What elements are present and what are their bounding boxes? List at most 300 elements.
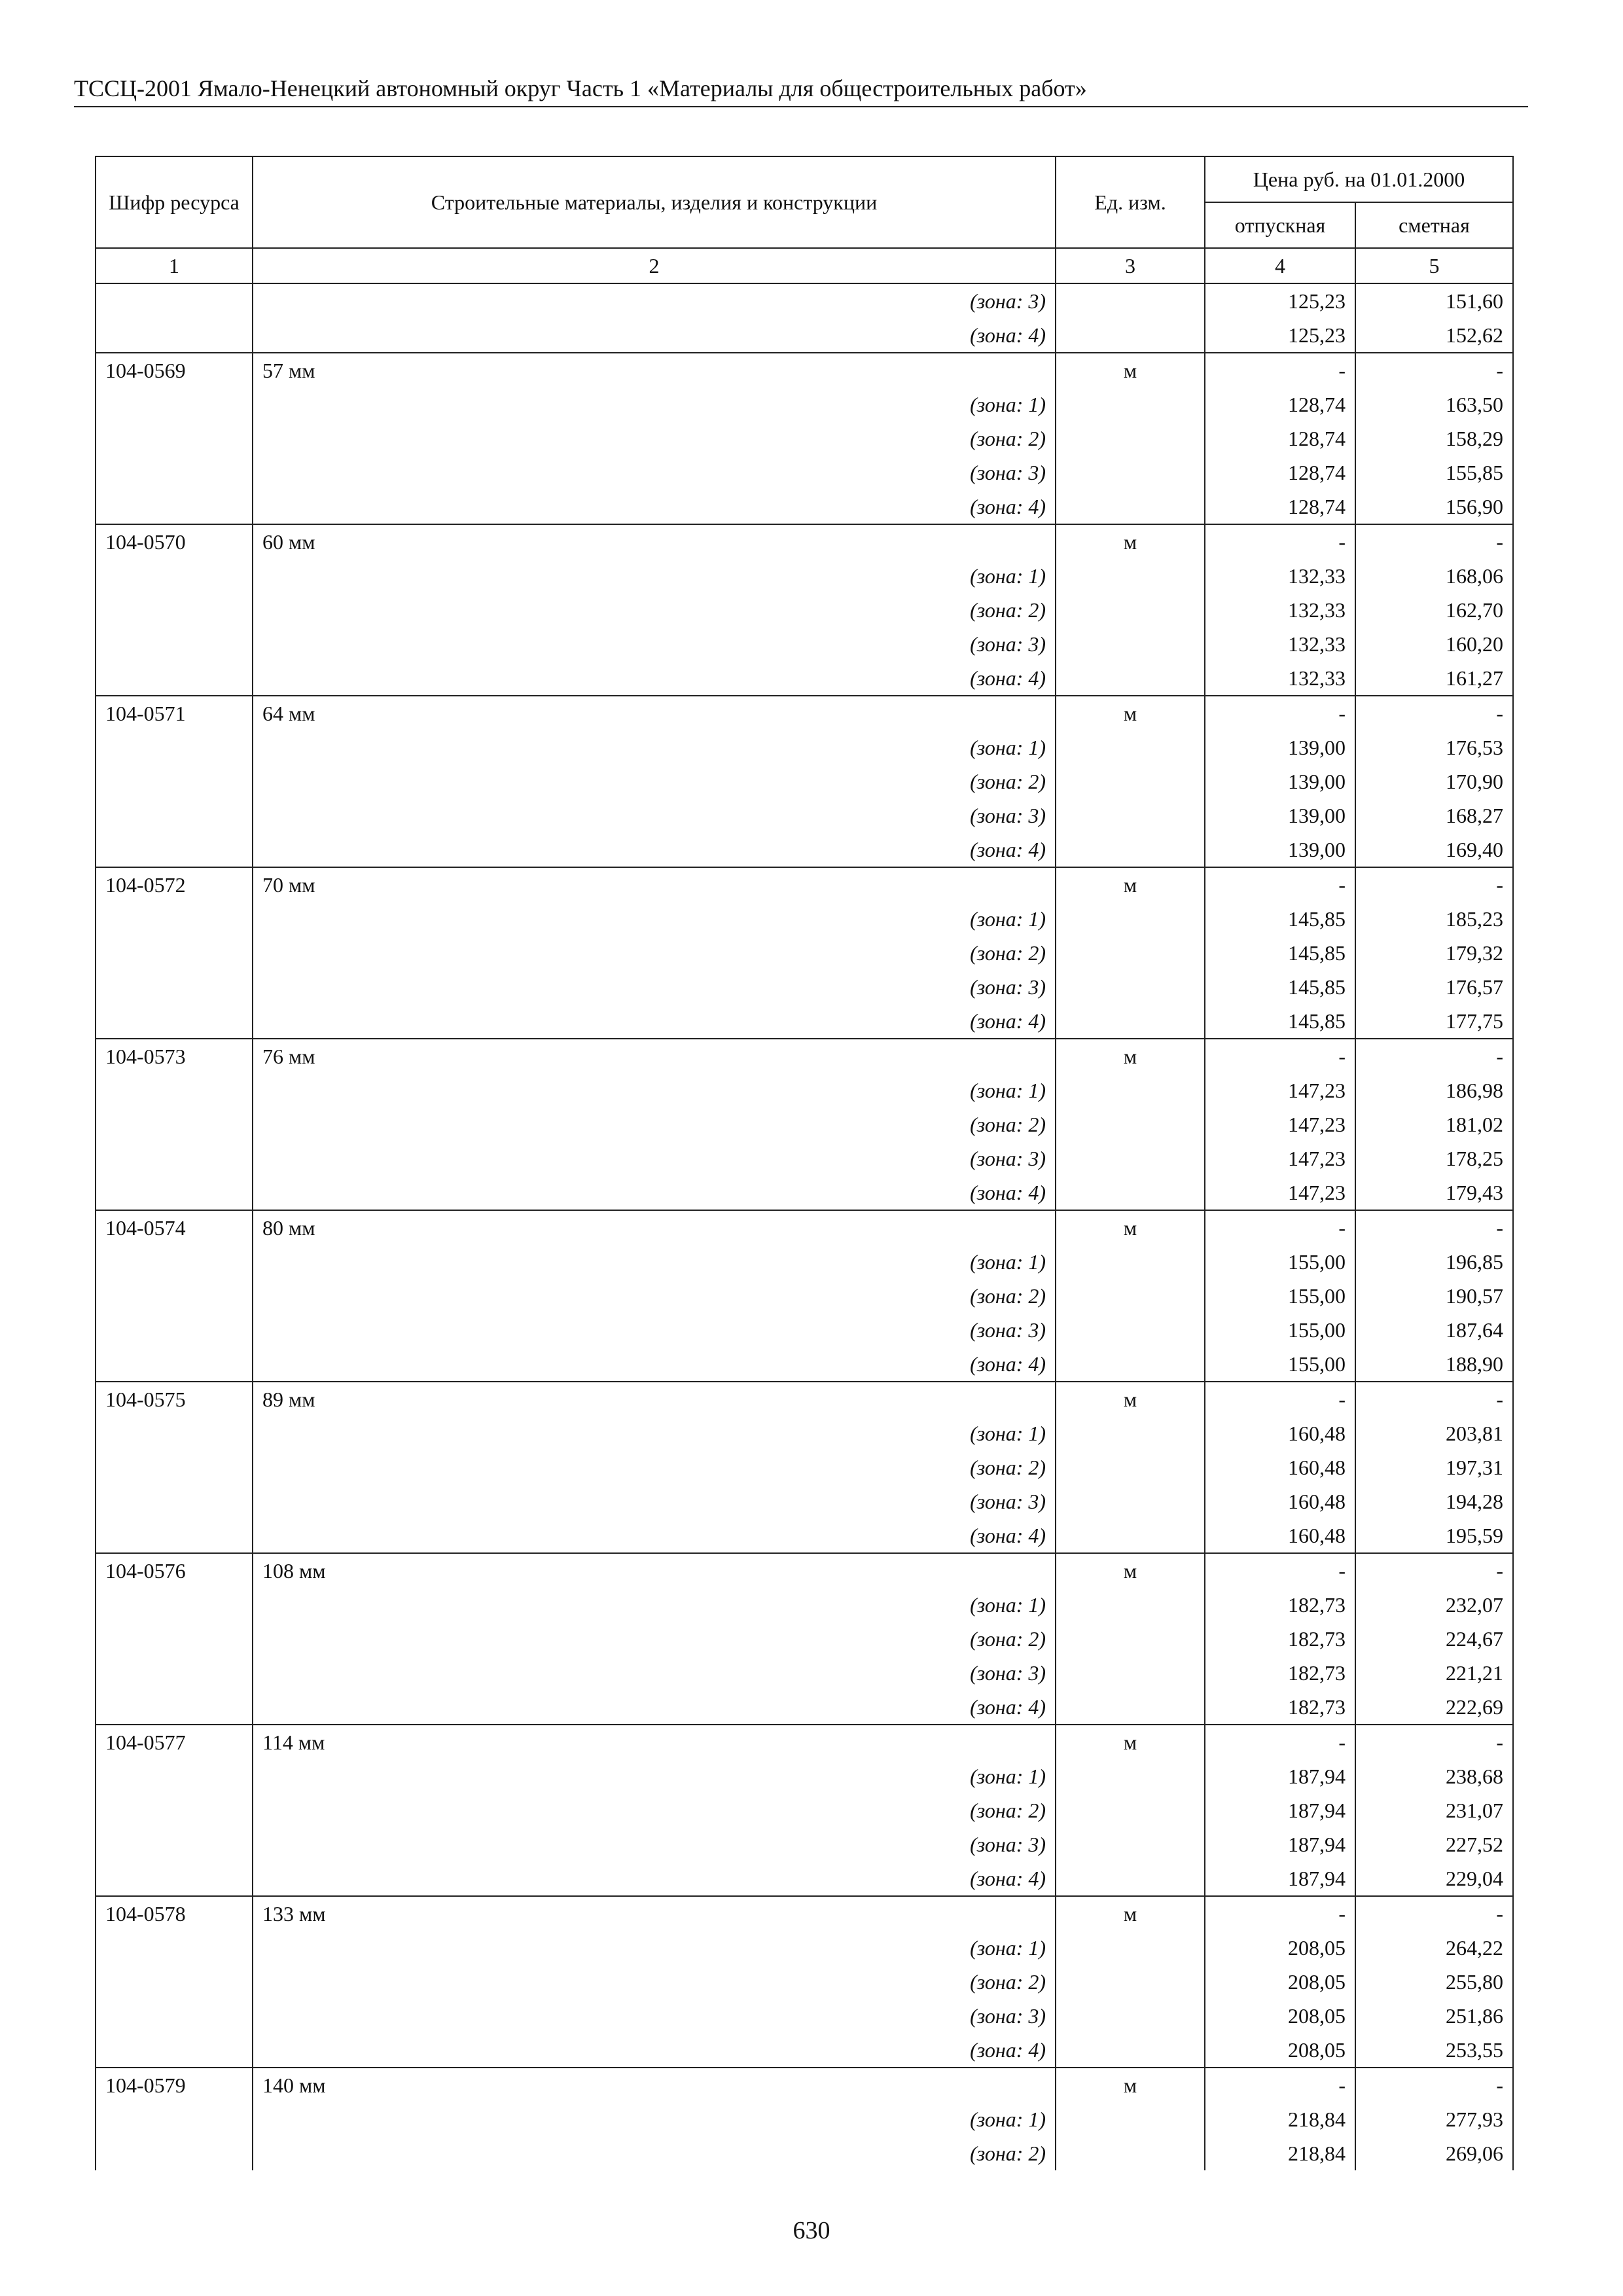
cell-unit [1056, 1931, 1205, 1965]
cell-estimate-price: 197,31 [1355, 1450, 1513, 1484]
zone-row [96, 559, 1513, 593]
zone-row [96, 1313, 1513, 1347]
cell-code [96, 422, 253, 456]
zone-row [96, 1004, 1513, 1039]
zone-row [96, 1793, 1513, 1827]
cell-zone: (зона: 4) [253, 1861, 1056, 1896]
zone-row [96, 1827, 1513, 1861]
cell-unit: м [1056, 2068, 1205, 2102]
column-header-release-price: отпускная [1205, 202, 1355, 248]
cell-name: 57 мм [253, 353, 1056, 387]
column-number: 3 [1056, 248, 1205, 283]
resource-row [96, 2068, 1513, 2102]
zone-row [96, 422, 1513, 456]
cell-name: 108 мм [253, 1553, 1056, 1588]
cell-estimate-price: 194,28 [1355, 1484, 1513, 1518]
cell-release-price: - [1205, 1039, 1355, 1073]
cell-unit [1056, 1347, 1205, 1382]
cell-release-price: 218,84 [1205, 2136, 1355, 2170]
cell-release-price: 145,85 [1205, 902, 1355, 936]
cell-zone: (зона: 2) [253, 936, 1056, 970]
cell-release-price: 132,33 [1205, 661, 1355, 696]
cell-code [96, 1793, 253, 1827]
resource-row [96, 524, 1513, 559]
page-number: 630 [793, 2217, 830, 2244]
cell-unit [1056, 1313, 1205, 1347]
cell-release-price: 187,94 [1205, 1793, 1355, 1827]
column-header-estimate-price: сметная [1355, 202, 1513, 248]
cell-estimate-price: 188,90 [1355, 1347, 1513, 1382]
cell-estimate-price: - [1355, 353, 1513, 387]
cell-release-price: 147,23 [1205, 1073, 1355, 1107]
cell-unit [1056, 902, 1205, 936]
document-header: ТССЦ-2001 Ямало-Ненецкий автономный округ Часть 1 «Материалы для общестроительных работ» [74, 75, 1087, 101]
cell-estimate-price: 269,06 [1355, 2136, 1513, 2170]
cell-estimate-price: 253,55 [1355, 2033, 1513, 2068]
cell-release-price: - [1205, 353, 1355, 387]
cell-estimate-price: 251,86 [1355, 1999, 1513, 2033]
cell-zone: (зона: 4) [253, 1347, 1056, 1382]
cell-code: 104-0572 [96, 867, 253, 902]
cell-release-price: 128,74 [1205, 422, 1355, 456]
zone-row [96, 1759, 1513, 1793]
cell-unit [1056, 1690, 1205, 1725]
cell-estimate-price: 221,21 [1355, 1656, 1513, 1690]
cell-code [96, 559, 253, 593]
cell-zone: (зона: 3) [253, 798, 1056, 833]
cell-code [96, 1588, 253, 1622]
zone-row [96, 970, 1513, 1004]
cell-unit [1056, 1141, 1205, 1175]
cell-unit: м [1056, 1553, 1205, 1588]
cell-unit [1056, 1279, 1205, 1313]
cell-release-price: 147,23 [1205, 1107, 1355, 1141]
cell-code [96, 2102, 253, 2136]
cell-unit [1056, 764, 1205, 798]
cell-name: 70 мм [253, 867, 1056, 902]
column-header-unit: Ед. изм. [1056, 156, 1205, 248]
zone-row [96, 456, 1513, 490]
cell-code [96, 764, 253, 798]
cell-release-price: 132,33 [1205, 627, 1355, 661]
cell-release-price: 145,85 [1205, 936, 1355, 970]
resource-row [96, 353, 1513, 387]
cell-code [96, 490, 253, 524]
cell-estimate-price: - [1355, 1382, 1513, 1416]
cell-estimate-price: 156,90 [1355, 490, 1513, 524]
zone-row [96, 798, 1513, 833]
column-header-code: Шифр ресурса [96, 156, 253, 248]
cell-unit [1056, 2033, 1205, 2068]
cell-code [96, 1107, 253, 1141]
cell-code [96, 1347, 253, 1382]
price-table [95, 156, 1514, 2170]
zone-row [96, 1931, 1513, 1965]
resource-row [96, 1725, 1513, 1759]
cell-zone: (зона: 4) [253, 833, 1056, 867]
cell-estimate-price: 195,59 [1355, 1518, 1513, 1553]
cell-estimate-price: 163,50 [1355, 387, 1513, 422]
cell-estimate-price: 187,64 [1355, 1313, 1513, 1347]
zone-row [96, 730, 1513, 764]
cell-code [96, 1622, 253, 1656]
cell-estimate-price: 222,69 [1355, 1690, 1513, 1725]
cell-name: 133 мм [253, 1896, 1056, 1931]
cell-code: 104-0569 [96, 353, 253, 387]
cell-zone: (зона: 4) [253, 1004, 1056, 1039]
cell-release-price: 160,48 [1205, 1450, 1355, 1484]
cell-unit [1056, 318, 1205, 353]
cell-estimate-price: 232,07 [1355, 1588, 1513, 1622]
cell-zone: (зона: 1) [253, 1416, 1056, 1450]
cell-zone: (зона: 3) [253, 970, 1056, 1004]
cell-code [96, 1073, 253, 1107]
cell-release-price: 208,05 [1205, 1965, 1355, 1999]
cell-code [96, 1279, 253, 1313]
zone-row [96, 627, 1513, 661]
cell-unit [1056, 1588, 1205, 1622]
cell-release-price: 155,00 [1205, 1313, 1355, 1347]
cell-zone: (зона: 4) [253, 2033, 1056, 2068]
cell-estimate-price: 177,75 [1355, 1004, 1513, 1039]
cell-zone: (зона: 3) [253, 456, 1056, 490]
cell-estimate-price: - [1355, 696, 1513, 730]
cell-zone: (зона: 1) [253, 1588, 1056, 1622]
cell-estimate-price: 178,25 [1355, 1141, 1513, 1175]
cell-estimate-price: 168,06 [1355, 559, 1513, 593]
cell-zone: (зона: 2) [253, 1793, 1056, 1827]
cell-zone: (зона: 4) [253, 490, 1056, 524]
cell-zone: (зона: 4) [253, 318, 1056, 353]
cell-zone: (зона: 2) [253, 593, 1056, 627]
cell-release-price: - [1205, 1210, 1355, 1245]
cell-unit: м [1056, 1039, 1205, 1073]
column-header-name: Строительные материалы, изделия и конструкции [253, 156, 1056, 248]
cell-estimate-price: 158,29 [1355, 422, 1513, 456]
cell-estimate-price: - [1355, 1725, 1513, 1759]
cell-unit [1056, 2136, 1205, 2170]
cell-estimate-price: 155,85 [1355, 456, 1513, 490]
cell-code: 104-0571 [96, 696, 253, 730]
cell-release-price: - [1205, 1896, 1355, 1931]
cell-code [96, 970, 253, 1004]
cell-code [96, 387, 253, 422]
cell-code [96, 2136, 253, 2170]
cell-unit [1056, 1518, 1205, 1553]
cell-estimate-price: 179,32 [1355, 936, 1513, 970]
zone-row [96, 833, 1513, 867]
cell-code [96, 730, 253, 764]
zone-row [96, 1690, 1513, 1725]
cell-code [96, 1690, 253, 1725]
cell-code [96, 1450, 253, 1484]
cell-estimate-price: 151,60 [1355, 283, 1513, 318]
price-table-body [96, 283, 1513, 2170]
cell-release-price: 160,48 [1205, 1518, 1355, 1553]
cell-unit [1056, 970, 1205, 1004]
cell-zone: (зона: 3) [253, 1656, 1056, 1690]
zone-row [96, 1484, 1513, 1518]
cell-code: 104-0575 [96, 1382, 253, 1416]
cell-release-price: 145,85 [1205, 1004, 1355, 1039]
cell-unit [1056, 559, 1205, 593]
cell-release-price: 147,23 [1205, 1175, 1355, 1210]
resource-row [96, 1553, 1513, 1588]
zone-row [96, 1450, 1513, 1484]
cell-unit [1056, 1416, 1205, 1450]
cell-unit: м [1056, 524, 1205, 559]
cell-zone: (зона: 1) [253, 1073, 1056, 1107]
cell-release-price: 182,73 [1205, 1622, 1355, 1656]
zone-row [96, 661, 1513, 696]
cell-release-price: 160,48 [1205, 1416, 1355, 1450]
cell-estimate-price: - [1355, 867, 1513, 902]
cell-unit: м [1056, 1725, 1205, 1759]
cell-estimate-price: 227,52 [1355, 1827, 1513, 1861]
column-number: 1 [96, 248, 253, 283]
cell-code [96, 1965, 253, 1999]
cell-code [96, 627, 253, 661]
cell-unit [1056, 490, 1205, 524]
cell-release-price: - [1205, 867, 1355, 902]
cell-release-price: 139,00 [1205, 764, 1355, 798]
cell-code [96, 593, 253, 627]
zone-row [96, 318, 1513, 353]
cell-zone: (зона: 2) [253, 1965, 1056, 1999]
cell-estimate-price: - [1355, 1039, 1513, 1073]
cell-unit [1056, 456, 1205, 490]
cell-release-price: 139,00 [1205, 730, 1355, 764]
cell-estimate-price: 169,40 [1355, 833, 1513, 867]
cell-estimate-price: 162,70 [1355, 593, 1513, 627]
cell-release-price: 132,33 [1205, 559, 1355, 593]
zone-row [96, 283, 1513, 318]
cell-code [96, 1004, 253, 1039]
cell-release-price: - [1205, 696, 1355, 730]
cell-estimate-price: 152,62 [1355, 318, 1513, 353]
cell-unit [1056, 1073, 1205, 1107]
zone-row [96, 1175, 1513, 1210]
cell-unit [1056, 1999, 1205, 2033]
cell-code [96, 1931, 253, 1965]
cell-release-price: 139,00 [1205, 833, 1355, 867]
zone-row [96, 1073, 1513, 1107]
cell-release-price: 155,00 [1205, 1245, 1355, 1279]
cell-release-price: 128,74 [1205, 490, 1355, 524]
cell-zone: (зона: 3) [253, 1999, 1056, 2033]
cell-name: 114 мм [253, 1725, 1056, 1759]
cell-zone: (зона: 2) [253, 1279, 1056, 1313]
cell-estimate-price: 179,43 [1355, 1175, 1513, 1210]
cell-unit: м [1056, 353, 1205, 387]
cell-release-price: 128,74 [1205, 387, 1355, 422]
cell-code [96, 1416, 253, 1450]
zone-row [96, 936, 1513, 970]
cell-release-price: - [1205, 1382, 1355, 1416]
cell-code: 104-0577 [96, 1725, 253, 1759]
cell-estimate-price: 160,20 [1355, 627, 1513, 661]
cell-unit [1056, 730, 1205, 764]
cell-zone: (зона: 2) [253, 1107, 1056, 1141]
cell-unit [1056, 833, 1205, 867]
column-number: 5 [1355, 248, 1513, 283]
resource-row [96, 1039, 1513, 1073]
cell-estimate-price: 203,81 [1355, 1416, 1513, 1450]
column-number: 2 [253, 248, 1056, 283]
cell-zone: (зона: 3) [253, 283, 1056, 318]
zone-row [96, 1279, 1513, 1313]
cell-release-price: 139,00 [1205, 798, 1355, 833]
cell-name: 64 мм [253, 696, 1056, 730]
cell-unit [1056, 593, 1205, 627]
cell-unit [1056, 1175, 1205, 1210]
cell-zone: (зона: 2) [253, 1622, 1056, 1656]
cell-zone: (зона: 1) [253, 559, 1056, 593]
cell-estimate-price: 161,27 [1355, 661, 1513, 696]
cell-name: 60 мм [253, 524, 1056, 559]
cell-zone: (зона: 4) [253, 1690, 1056, 1725]
cell-code [96, 318, 253, 353]
cell-code [96, 1141, 253, 1175]
cell-name: 80 мм [253, 1210, 1056, 1245]
cell-estimate-price: 231,07 [1355, 1793, 1513, 1827]
cell-unit [1056, 283, 1205, 318]
cell-estimate-price: 181,02 [1355, 1107, 1513, 1141]
cell-release-price: 208,05 [1205, 1999, 1355, 2033]
cell-unit [1056, 2102, 1205, 2136]
cell-estimate-price: 176,57 [1355, 970, 1513, 1004]
cell-estimate-price: - [1355, 1210, 1513, 1245]
cell-release-price: 160,48 [1205, 1484, 1355, 1518]
cell-release-price: 182,73 [1205, 1588, 1355, 1622]
zone-row [96, 1107, 1513, 1141]
cell-code [96, 833, 253, 867]
zone-row [96, 1999, 1513, 2033]
cell-code [96, 798, 253, 833]
cell-release-price: 132,33 [1205, 593, 1355, 627]
cell-code [96, 2033, 253, 2068]
cell-unit [1056, 1450, 1205, 1484]
cell-unit [1056, 936, 1205, 970]
cell-unit [1056, 1622, 1205, 1656]
cell-unit [1056, 387, 1205, 422]
column-header-price-group: Цена руб. на 01.01.2000 [1205, 156, 1513, 202]
cell-estimate-price: 176,53 [1355, 730, 1513, 764]
cell-estimate-price: 229,04 [1355, 1861, 1513, 1896]
zone-row [96, 490, 1513, 524]
cell-unit [1056, 1245, 1205, 1279]
cell-zone: (зона: 1) [253, 902, 1056, 936]
cell-unit [1056, 661, 1205, 696]
resource-row [96, 1896, 1513, 1931]
cell-unit [1056, 1107, 1205, 1141]
zone-row [96, 2136, 1513, 2170]
cell-zone: (зона: 3) [253, 1827, 1056, 1861]
cell-code: 104-0570 [96, 524, 253, 559]
cell-code [96, 456, 253, 490]
zone-row [96, 1622, 1513, 1656]
cell-unit [1056, 1759, 1205, 1793]
zone-row [96, 1965, 1513, 1999]
zone-row [96, 387, 1513, 422]
cell-estimate-price: 224,67 [1355, 1622, 1513, 1656]
cell-estimate-price: 168,27 [1355, 798, 1513, 833]
zone-row [96, 1416, 1513, 1450]
cell-unit [1056, 1656, 1205, 1690]
cell-zone: (зона: 1) [253, 387, 1056, 422]
cell-estimate-price: - [1355, 1896, 1513, 1931]
cell-code: 104-0578 [96, 1896, 253, 1931]
cell-release-price: 208,05 [1205, 2033, 1355, 2068]
cell-unit [1056, 1965, 1205, 1999]
cell-release-price: 145,85 [1205, 970, 1355, 1004]
cell-release-price: 155,00 [1205, 1347, 1355, 1382]
cell-estimate-price: 170,90 [1355, 764, 1513, 798]
cell-zone: (зона: 4) [253, 661, 1056, 696]
cell-code [96, 1656, 253, 1690]
cell-unit [1056, 1827, 1205, 1861]
cell-zone: (зона: 3) [253, 627, 1056, 661]
cell-unit [1056, 1861, 1205, 1896]
cell-release-price: 125,23 [1205, 318, 1355, 353]
resource-row [96, 696, 1513, 730]
zone-row [96, 1656, 1513, 1690]
zone-row [96, 1861, 1513, 1896]
cell-code: 104-0576 [96, 1553, 253, 1588]
cell-code: 104-0574 [96, 1210, 253, 1245]
cell-unit: м [1056, 696, 1205, 730]
cell-code [96, 1827, 253, 1861]
resource-row [96, 867, 1513, 902]
price-table-head [96, 156, 1513, 283]
cell-estimate-price: 277,93 [1355, 2102, 1513, 2136]
cell-code [96, 1245, 253, 1279]
cell-name: 89 мм [253, 1382, 1056, 1416]
cell-code [96, 1759, 253, 1793]
cell-release-price: 125,23 [1205, 283, 1355, 318]
cell-zone: (зона: 3) [253, 1313, 1056, 1347]
cell-release-price: 155,00 [1205, 1279, 1355, 1313]
cell-release-price: 182,73 [1205, 1656, 1355, 1690]
cell-estimate-price: - [1355, 524, 1513, 559]
cell-estimate-price: 196,85 [1355, 1245, 1513, 1279]
cell-estimate-price: - [1355, 1553, 1513, 1588]
cell-release-price: 218,84 [1205, 2102, 1355, 2136]
cell-name: 140 мм [253, 2068, 1056, 2102]
cell-zone: (зона: 2) [253, 2136, 1056, 2170]
cell-unit: м [1056, 1896, 1205, 1931]
cell-release-price: 128,74 [1205, 456, 1355, 490]
cell-estimate-price: 255,80 [1355, 1965, 1513, 1999]
cell-zone: (зона: 2) [253, 1450, 1056, 1484]
cell-unit [1056, 627, 1205, 661]
cell-estimate-price: 238,68 [1355, 1759, 1513, 1793]
cell-code [96, 1175, 253, 1210]
cell-code [96, 936, 253, 970]
cell-release-price: - [1205, 524, 1355, 559]
cell-unit [1056, 422, 1205, 456]
cell-release-price: - [1205, 1725, 1355, 1759]
column-number: 4 [1205, 248, 1355, 283]
cell-unit [1056, 1004, 1205, 1039]
cell-unit: м [1056, 1210, 1205, 1245]
cell-code [96, 1484, 253, 1518]
zone-row [96, 1245, 1513, 1279]
cell-unit [1056, 1793, 1205, 1827]
cell-zone: (зона: 2) [253, 422, 1056, 456]
zone-row [96, 2102, 1513, 2136]
cell-code [96, 902, 253, 936]
